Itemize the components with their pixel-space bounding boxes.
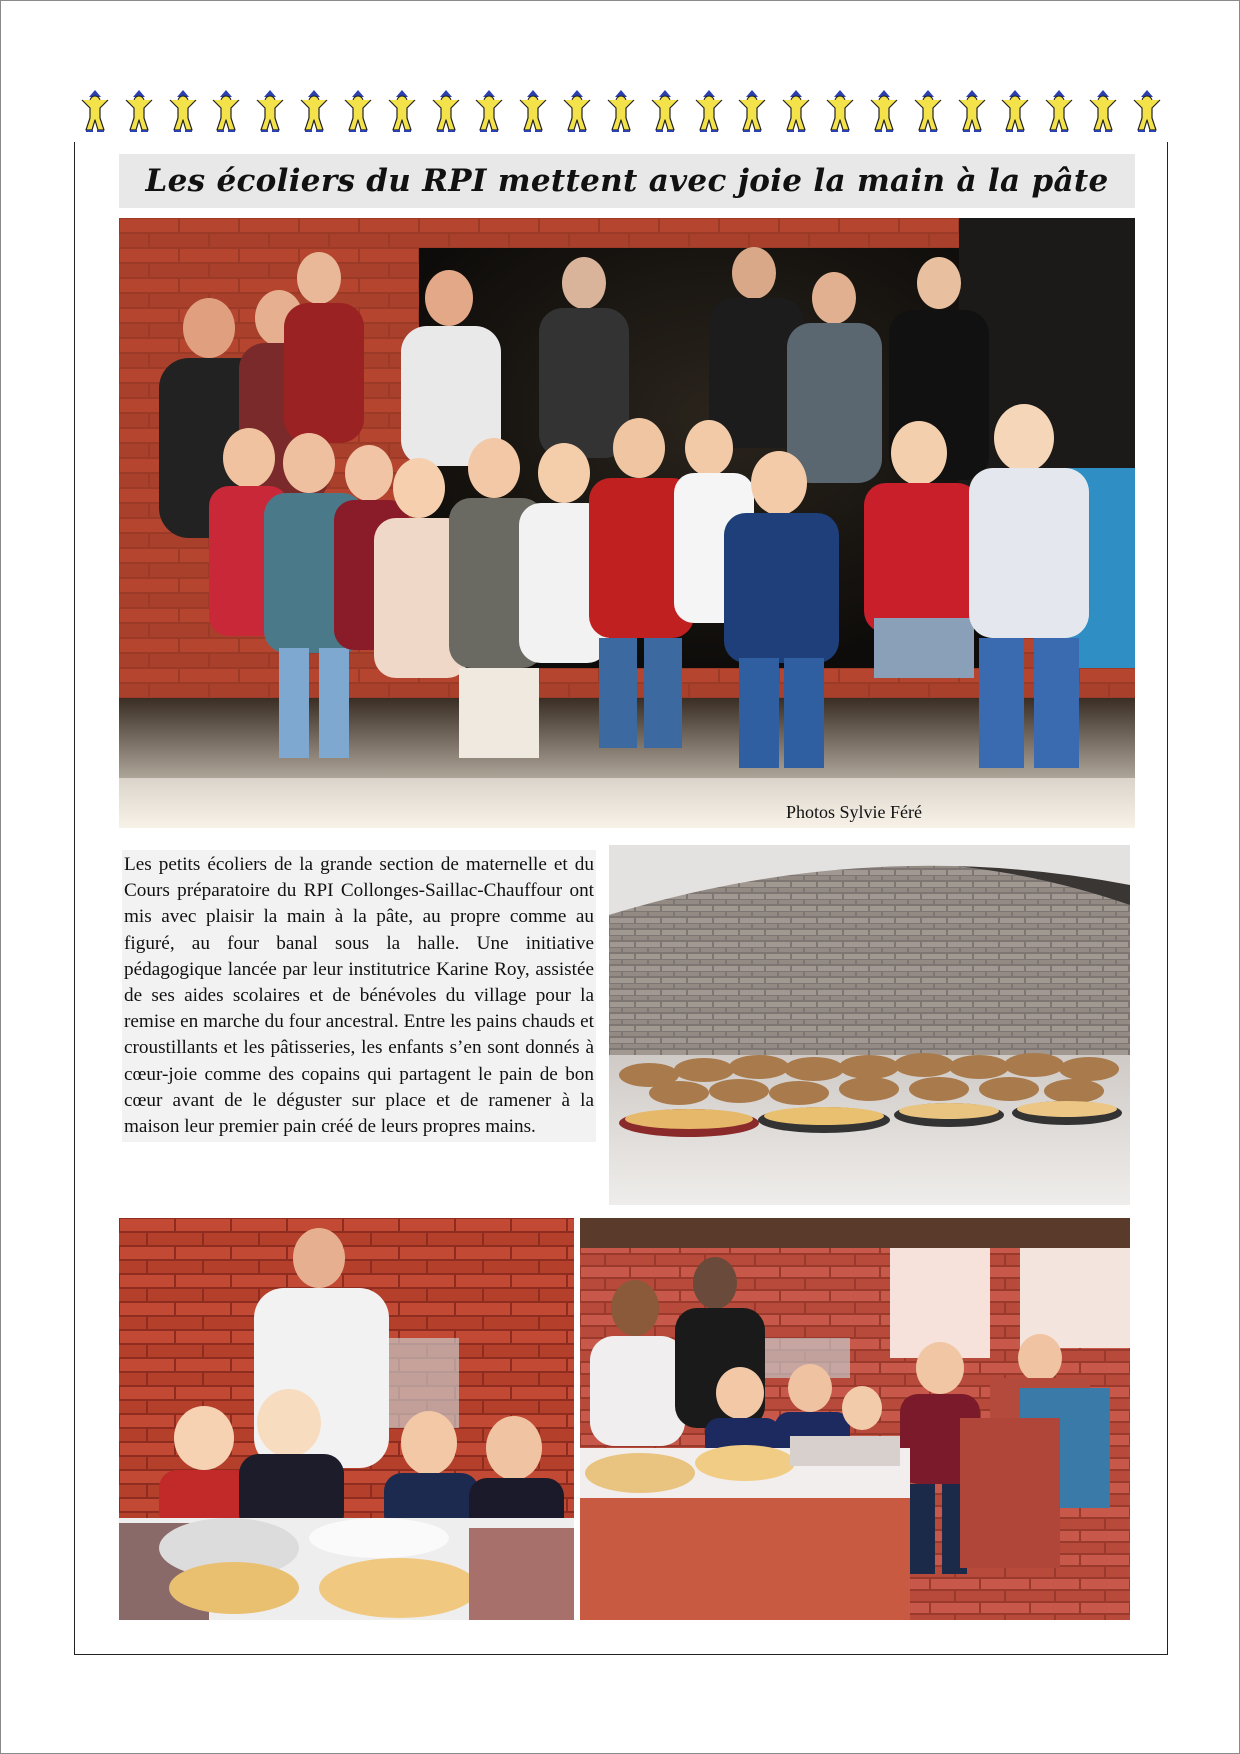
child-figure-icon xyxy=(1086,88,1120,132)
child-figure-icon xyxy=(604,88,638,132)
child-figure-icon xyxy=(1130,88,1164,132)
child-figure-icon xyxy=(253,88,287,132)
child-figure-icon xyxy=(648,88,682,132)
child-figure-icon xyxy=(385,88,419,132)
child-figure-icon xyxy=(472,88,506,132)
title-bar xyxy=(119,154,1135,208)
child-figure-icon xyxy=(560,88,594,132)
child-figure-icon xyxy=(823,88,857,132)
photo-credit: Photos Sylvie Féré xyxy=(786,802,923,822)
child-figure-icon xyxy=(429,88,463,132)
oven-photo xyxy=(609,845,1130,1205)
market-table-photo xyxy=(580,1218,1130,1620)
child-figure-icon xyxy=(867,88,901,132)
child-figure-icon xyxy=(516,88,550,132)
page-title: Les écoliers du RPI mettent avec joie la main à la pâte xyxy=(145,163,1109,199)
child-figure-icon xyxy=(735,88,769,132)
child-figure-icon xyxy=(779,88,813,132)
article-body: Les petits écoliers de la grande section de maternelle et du Cours préparatoire du RPI Collonges-Saillac-Chauffour ont mis avec plaisir la main à la pâte, au propre comme au figuré, au four banal sous la halle. Une initiative pédagogique lancée par leur institutrice Karine Roy, assistée de ses aides scolaires et de bénévoles du village pour la remise en marche du four ancestral. Entre les pains chauds et croustillants et les pâtisseries, les enfants s’en sont donnés à cœur-joie comme des copains qui partagent le pain de bon cœur avant de le déguster sur place et de ramener à la maison leur premier pain créé de leurs propres mains. xyxy=(122,850,596,1142)
child-figure-icon xyxy=(955,88,989,132)
child-figure-icon xyxy=(122,88,156,132)
child-figure-icon xyxy=(911,88,945,132)
child-figure-icon xyxy=(209,88,243,132)
children-tarts-photo xyxy=(119,1218,574,1620)
child-figure-icon xyxy=(341,88,375,132)
child-figure-icon xyxy=(297,88,331,132)
child-figure-frieze xyxy=(78,86,1164,132)
group-photo xyxy=(119,218,1135,828)
child-figure-icon xyxy=(998,88,1032,132)
child-figure-icon xyxy=(1042,88,1076,132)
child-figure-icon xyxy=(692,88,726,132)
child-figure-icon xyxy=(78,88,112,132)
child-figure-icon xyxy=(166,88,200,132)
